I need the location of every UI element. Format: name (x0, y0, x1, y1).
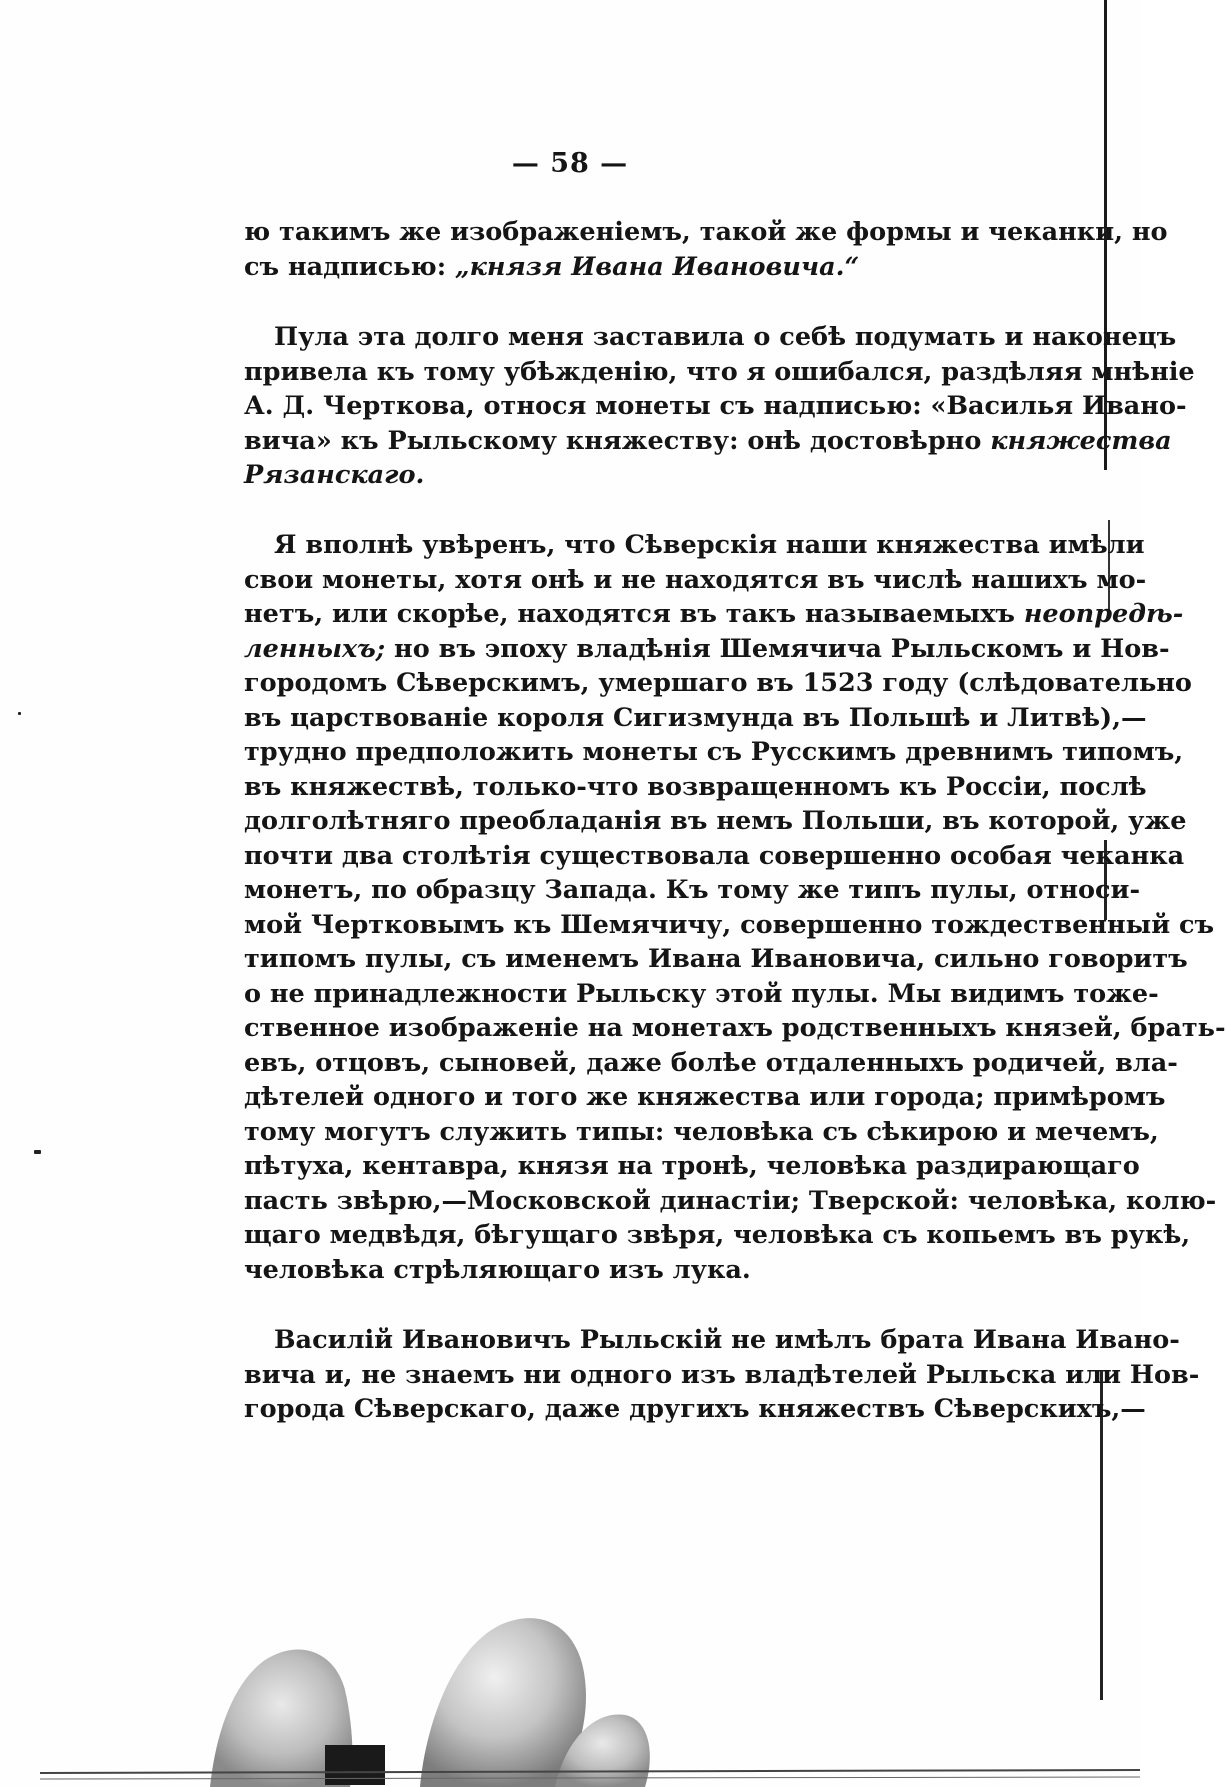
scan-speck (34, 1150, 41, 1154)
text-line (244, 632, 1170, 667)
italic-text: неопредѣ- (1023, 599, 1184, 629)
line-text: трудно предположить монеты съ Русскимъ древнимъ типомъ, (244, 737, 1184, 767)
line-text: ственное изображеніе на монетахъ родственныхъ князей, брать- (244, 1013, 1226, 1043)
text-line (244, 908, 1215, 943)
italic-text: ленныхъ; (244, 633, 386, 664)
line-text: вича и, не знаемъ ни одного изъ владѣтелей Рыльска или Нов- (244, 1359, 1200, 1390)
text-line (244, 1011, 1226, 1046)
text-line (244, 1358, 1200, 1393)
paragraph (244, 1323, 1200, 1427)
text-line (244, 424, 1172, 459)
line-text: ю такимъ же изображеніемъ, такой же формы и чеканки, но (244, 217, 1168, 247)
text-line (244, 389, 1187, 424)
text-line (244, 1115, 1159, 1150)
scan-speck (18, 712, 21, 715)
scan-artifact-fingers (0, 1590, 1140, 1787)
line-text: города Сѣверскаго, даже другихъ княжествъ Сѣверскихъ,— (244, 1394, 1146, 1424)
line-text: тому могутъ служить типы: человѣка съ сѣкирою и мечемъ, (244, 1116, 1159, 1147)
line-text: пасть звѣрю,—Московской династіи; Тверской: человѣка, колю- (244, 1185, 1217, 1216)
line-text: мой Чертковымъ къ Шемячичу, совершенно тождественный съ (244, 909, 1215, 940)
line-text: привела къ тому убѣжденію, что я ошибался, раздѣляя мнѣніе (244, 356, 1195, 387)
text-line (244, 770, 1147, 805)
text-line (244, 1392, 1146, 1427)
line-text: городомъ Сѣверскимъ, умершаго въ 1523 году (слѣдовательно (244, 668, 1192, 698)
page-number: — 58 — (511, 148, 629, 179)
text-line (244, 1218, 1191, 1253)
text-line (244, 597, 1184, 632)
text-line (244, 1046, 1178, 1081)
paragraph (244, 215, 1168, 284)
text-line (244, 355, 1195, 390)
line-text: нетъ, или скорѣе, находятся въ такъ называемыхъ (244, 599, 1024, 629)
line-text: Пула эта долго меня заставила о себѣ подумать и наконецъ (274, 322, 1177, 352)
line-text: почти два столѣтія существовала совершенно особая чеканка (244, 840, 1185, 871)
line-text: Василій Ивановичъ Рыльскій не имѣлъ брата Ивана Ивано- (274, 1325, 1180, 1355)
italic-text: Рязанскаго. (244, 460, 425, 490)
line-text: дѣтелей одного и того же княжества или города; примѣромъ (244, 1082, 1166, 1112)
line-text: о не принадлежности Рыльску этой пулы. Мы видимъ тоже- (244, 978, 1159, 1009)
line-text: щаго медвѣдя, бѣгущаго звѣря, человѣка съ копьемъ въ рукѣ, (244, 1220, 1191, 1250)
shadow (325, 1745, 385, 1785)
text-line (244, 735, 1184, 770)
text-line (244, 528, 1145, 563)
line-text: вича» къ Рыльскому княжеству: онѣ достовѣрно (244, 425, 991, 456)
paragraph (244, 528, 1226, 1287)
text-line (244, 1184, 1217, 1219)
paragraph (244, 320, 1195, 493)
line-text: свои монеты, хотя онѣ и не находятся въ числѣ нашихъ мо- (244, 564, 1147, 595)
text-line (244, 1253, 1022, 1288)
text-line (244, 666, 1192, 701)
text-line (244, 320, 1177, 355)
text-line (244, 977, 1159, 1012)
line-text: но въ эпоху владѣнія Шемячича Рыльскомъ и Нов- (385, 633, 1170, 664)
text-line (244, 804, 1187, 839)
line-text: въ царствованіе короля Сигизмунда въ Польшѣ и Литвѣ),— (244, 702, 1147, 733)
line-text: пѣтуха, кентавра, князя на тронѣ, человѣка раздирающаго (244, 1151, 1140, 1181)
italic-text: „князя Ивана Ивановича.“ (455, 251, 860, 282)
finger-shape (420, 1618, 586, 1787)
text-line (244, 701, 1147, 736)
text-line (244, 458, 1022, 493)
line-text: человѣка стрѣляющаго изъ лука. (244, 1254, 751, 1285)
line-text: типомъ пулы, съ именемъ Ивана Ивановича, сильно говоритъ (244, 944, 1188, 974)
line-text: А. Д. Черткова, относя монеты съ надписью: «Василья Ивано- (244, 391, 1187, 421)
text-line (244, 250, 1022, 285)
line-text: монетъ, по образцу Запада. Къ тому же типъ пулы, относи- (244, 875, 1141, 905)
text-line (244, 563, 1147, 598)
line-text: съ надписью: (244, 251, 455, 282)
text-line (244, 1323, 1180, 1358)
text-line (244, 215, 1168, 250)
line-text: долголѣтняго преобладанія въ немъ Польши, въ которой, уже (244, 806, 1187, 836)
line-text: Я вполнѣ увѣренъ, что Сѣверскія наши княжества имѣли (274, 530, 1145, 560)
italic-text: княжества (990, 425, 1172, 456)
text-line (244, 1149, 1140, 1184)
text-line (244, 873, 1141, 908)
text-line (244, 942, 1188, 977)
text-line (244, 1080, 1166, 1115)
text-line (244, 839, 1185, 874)
line-text: въ княжествѣ, только-что возвращенномъ къ Россіи, послѣ (244, 771, 1147, 802)
line-text: евъ, отцовъ, сыновей, даже болѣе отдаленныхъ родичей, вла- (244, 1047, 1178, 1078)
